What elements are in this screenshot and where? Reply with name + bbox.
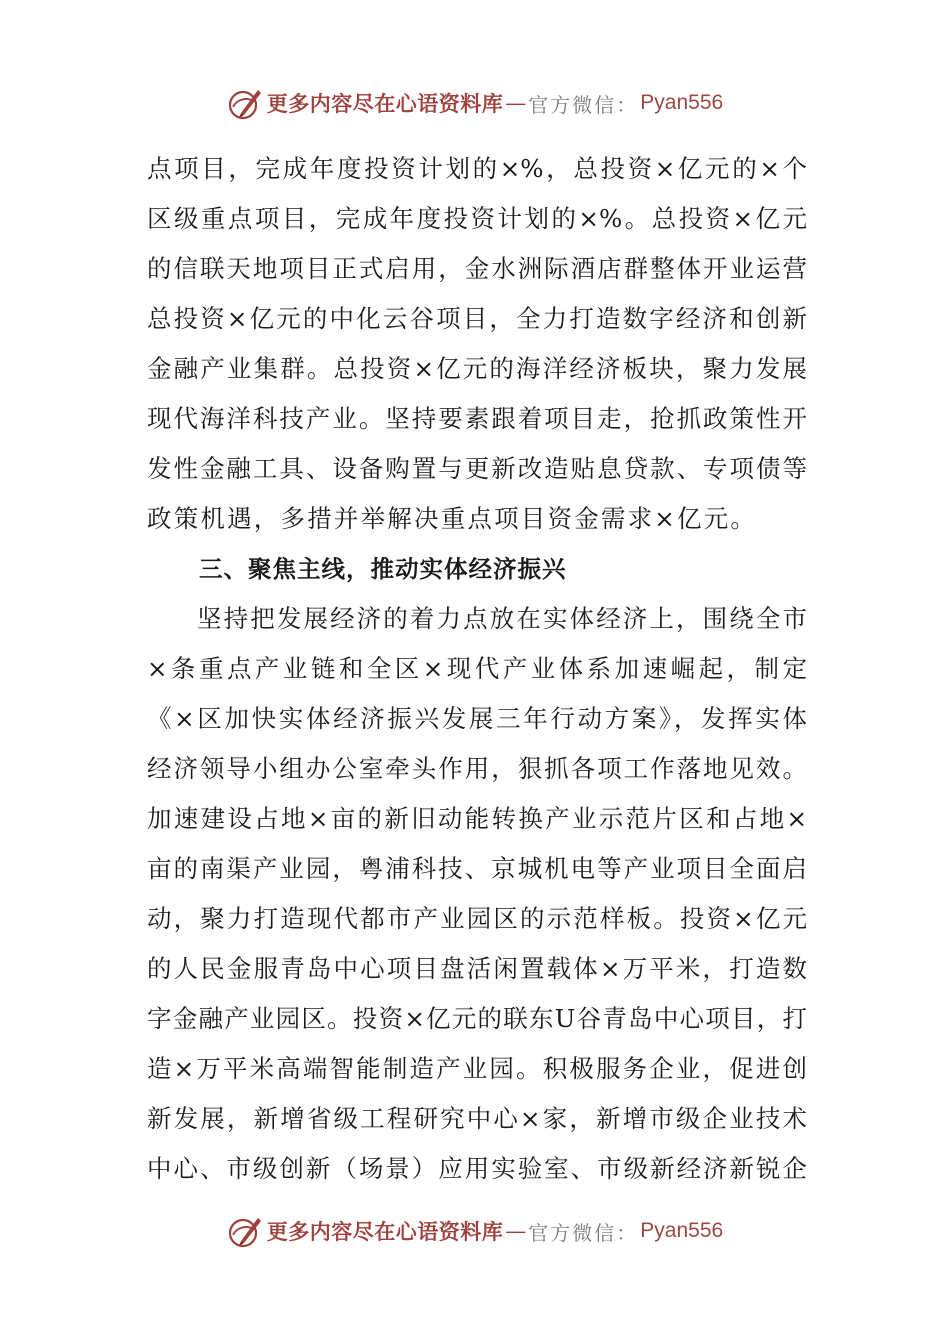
text-line: ×条重点产业链和全区×现代产业体系加速崛起，制定 [147,654,807,683]
site-name: 更多内容尽在心语资料库 [266,91,504,116]
banner-dash: — [505,1219,527,1243]
text-line: 新发展，新增省级工程研究中心×家，新增市级企业技术 [147,1104,807,1133]
header-banner [0,83,950,123]
document-body [147,144,807,1194]
wechat-account: Pyan556 [640,91,724,114]
text-line: 字金融产业园区。投资×亿元的联东U谷青岛中心项目，打 [147,1004,807,1033]
text-line: 坚持把发展经济的着力点放在实体经济上，围绕全市 [197,604,807,633]
paragraph-real-economy [147,594,807,1194]
pen-logo-icon [227,1213,263,1249]
text-line: 金融产业集群。总投资×亿元的海洋经济板块，聚力发展 [147,354,807,383]
text-line: 政策机遇，多措并举解决重点项目资金需求×亿元。 [147,504,758,533]
section-heading: 三、聚焦主线，推动实体经济振兴 [199,555,567,583]
text-line: 总投资×亿元的中化云谷项目，全力打造数字经济和创新 [147,304,807,333]
text-line: 发性金融工具、设备购置与更新改造贴息贷款、专项债等 [147,454,807,483]
text-line: 《×区加快实体经济振兴发展三年行动方案》，发挥实体 [147,704,807,733]
text-line: 亩的南渠产业园，粤浦科技、京城机电等产业项目全面启 [147,854,807,883]
text-line: 经济领导小组办公室牵头作用，狠抓各项工作落地见效。 [147,754,807,783]
wechat-label: 官方微信： [528,1220,639,1245]
banner-dash: — [505,91,527,115]
text-line: 的信联天地项目正式启用，金水洲际酒店群整体开业运营 [147,254,807,283]
text-line: 点项目，完成年度投资计划的×%，总投资×亿元的×个 [147,154,807,183]
site-name: 更多内容尽在心语资料库 [266,1219,504,1244]
wechat-label: 官方微信： [528,92,639,117]
text-line: 造×万平米高端智能制造产业园。积极服务企业，促进创 [147,1054,807,1083]
text-line: 中心、市级创新（场景）应用实验室、市级新经济新锐企 [147,1154,807,1183]
footer-banner [0,1211,950,1251]
text-line: 现代海洋科技产业。坚持要素跟着项目走，抢抓政策性开 [147,404,807,433]
text-line: 加速建设占地×亩的新旧动能转换产业示范片区和占地× [147,804,807,833]
paragraph-investment [147,144,807,544]
text-line: 的人民金服青岛中心项目盘活闲置载体×万平米，打造数 [147,954,807,983]
wechat-account: Pyan556 [640,1219,724,1242]
text-line: 区级重点项目，完成年度投资计划的×%。总投资×亿元 [147,204,807,233]
pen-logo-icon [227,85,263,121]
text-line: 动，聚力打造现代都市产业园区的示范样板。投资×亿元 [147,904,807,933]
